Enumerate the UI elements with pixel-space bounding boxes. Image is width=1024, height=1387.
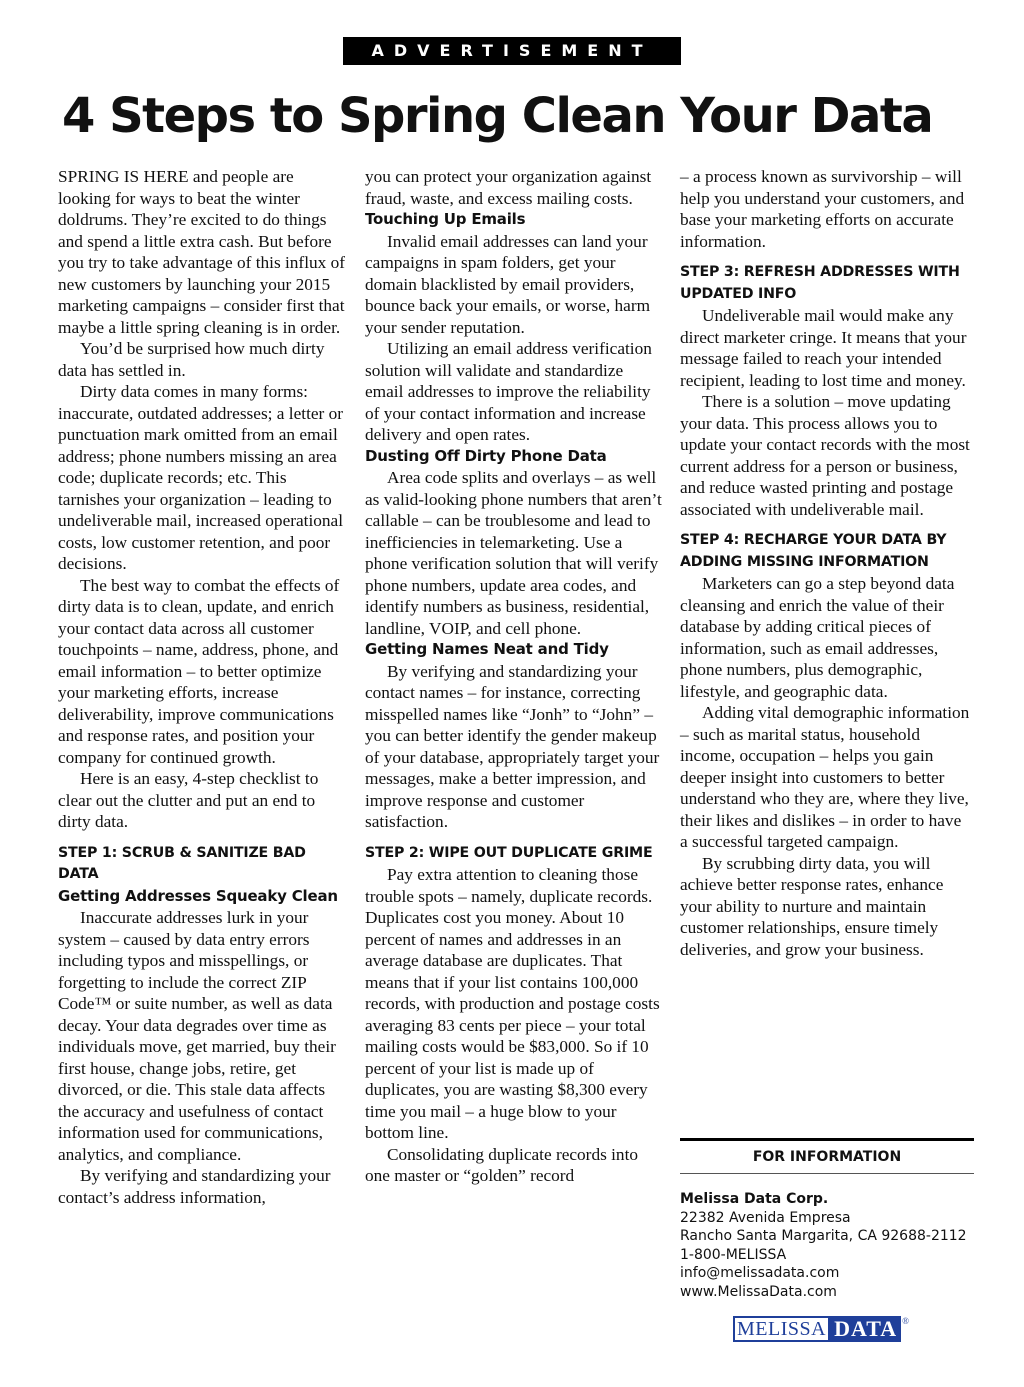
paragraph: Dirty data comes in many forms: inaccurate, outdated addresses; a letter or punctuation mark omitted from an email address; phone numbers missing an area code; duplicate records; etc. This tarnishes your organization – leading to undeliverable mail, increased operational costs, low customer retention, and poor decisions. — [58, 382, 344, 573]
paragraph: Pay extra attention to cleaning those trouble spots – namely, duplicate records. Duplicates cost you money. About 10 percent of names and addresses in an average database are duplicates. That means that if your list contains 100,000 records, with production and postage costs averaging 83 cents per piece – your total mailing costs would be $83,000. So if 10 percent of your list is made up of duplicates, you are wasting $8,300 every time you mail – a huge blow to your bottom line. — [365, 865, 660, 1142]
divider — [680, 1138, 974, 1141]
step-1-heading: STEP 1: SCRUB & SANITIZE BAD DATA — [58, 844, 306, 882]
website-link[interactable]: www.MelissaData.com — [680, 1283, 837, 1300]
subheading-addresses: Getting Addresses Squeaky Clean — [58, 886, 338, 905]
paragraph: By verifying and standardizing your contact’s address information, — [58, 1166, 331, 1207]
paragraph: Consolidating duplicate records into one master or “golden” record — [365, 1144, 639, 1185]
paragraph: you can protect your organization against fraud, waste, and excess mailing costs. — [365, 167, 652, 208]
paragraph: Marketers can go a step beyond data cleansing and enrich the value of their database by adding critical pieces of information, such as email addresses, phone numbers, plus demographic, lifestyle, and geographic data. — [680, 574, 955, 701]
paragraph: Utilizing an email address verification solution will validate and standardize email addresses to improve the reliability of your contact information and increase delivery and open rates. — [365, 339, 652, 444]
step-2-heading: STEP 2: WIPE OUT DUPLICATE GRIME — [365, 844, 653, 861]
logo-part-data: DATA — [830, 1316, 901, 1342]
paragraph: By verifying and standardizing your contact names – for instance, correcting misspelled names like “Jonh” to “John” – you can better identify the gender makeup of your database, appropriately target your messages, make a better impression, and improve response and customer satisfaction. — [365, 661, 660, 831]
paragraph: Area code splits and overlays – as well as valid-looking phone numbers that aren’t callable – can be troublesome and lead to inefficiencies in telemarketing. Use a phone verification solution that will verify phone numbers, update area codes, and identify numbers as business, residential, landline, VOIP, and cell phone. — [365, 468, 662, 638]
advertisement-banner: ADVERTISEMENT — [343, 37, 681, 65]
address-line-1: 22382 Avenida Empresa — [680, 1209, 851, 1226]
contact-details — [680, 1190, 974, 1301]
paragraph: The best way to combat the effects of dirty data is to clean, update, and enrich your contact data across all customer touchpoints – name, address, phone, and email information – to better optimize your marketing efforts, increase deliverability, improve communications and response rates, and position your company for continued growth. — [58, 575, 340, 767]
registered-mark: ® — [902, 1316, 909, 1326]
info-title: FOR INFORMATION — [752, 1149, 902, 1165]
subheading-names: Getting Names Neat and Tidy — [365, 640, 609, 658]
subheading-phone: Dusting Off Dirty Phone Data — [365, 446, 607, 465]
column-2 — [365, 166, 665, 1187]
paragraph: There is a solution – move updating your data. This process allows you to update your contact records with the most current address for a person or business, and reduce wasted printing and postage associated with undeliverable mail. — [680, 392, 970, 519]
paragraph: Undeliverable mail would make any direct marketer cringe. It means that your message failed to reach your intended recipient, leading to lost time and money. — [680, 306, 967, 390]
step-4-heading: STEP 4: RECHARGE YOUR DATA BY ADDING MISSING INFORMATION — [680, 532, 947, 570]
column-3 — [680, 166, 972, 960]
paragraph: By scrubbing dirty data, you will achieve better response rates, enhance your ability to nurture and maintain customer relationships, ensure timely deliveries, and grow your business. — [680, 853, 944, 959]
intro-paragraph: SPRING IS HERE and people are looking for ways to beat the winter doldrums. They’re excited to do things and spend a little extra cash. But before you try to take advantage of this influx of new customers by launching your 2015 marketing campaigns – consider first that maybe a little spring cleaning is in order. — [58, 167, 345, 337]
paragraph: You’d be surprised how much dirty data has settled in. — [58, 339, 325, 380]
info-box — [680, 1138, 974, 1301]
melissa-data-logo — [733, 1316, 909, 1342]
step-3-heading: STEP 3: REFRESH ADDRESSES WITH UPDATED INFO — [680, 264, 960, 302]
paragraph: – a process known as survivorship – will help you understand your customers, and base your marketing efforts on accurate information. — [680, 167, 965, 251]
address-line-2: Rancho Santa Margarita, CA 92688-2112 — [680, 1228, 967, 1244]
paragraph: Adding vital demographic information – such as marital status, household income, occupation – helps you gain deeper insight into customers to better understand who they are, where they live, their likes and dislikes – in order to have a successful targeted campaign. — [680, 703, 970, 851]
divider — [680, 1173, 974, 1174]
email-address: info@melissadata.com — [680, 1265, 840, 1281]
column-1 — [58, 166, 350, 1208]
phone-number: 1-800-MELISSA — [680, 1246, 787, 1263]
paragraph: Invalid email addresses can land your campaigns in spam folders, get your domain blacklisted by email providers, bounce back your emails, or worse, harm your sender reputation. — [365, 231, 651, 337]
logo-part-melissa: MELISSA — [733, 1316, 830, 1342]
headline: 4 Steps to Spring Clean Your Data — [62, 88, 933, 144]
company-name: Melissa Data Corp. — [680, 1191, 829, 1207]
paragraph: Inaccurate addresses lurk in your system – caused by data entry errors including typos and misspellings, or forgetting to include the correct ZIP Code™ or suite number, as well as data decay. Your data degrades over time as individuals move, get married, buy their first house, change jobs, retire, get divorced, or die. This stale data affects the accuracy and usefulness of contact information used for communications, analytics, and compliance. — [58, 908, 336, 1164]
paragraph: Here is an easy, 4-step checklist to clear out the clutter and put an end to dirty data. — [58, 769, 319, 831]
subheading-emails: Touching Up Emails — [365, 210, 526, 228]
